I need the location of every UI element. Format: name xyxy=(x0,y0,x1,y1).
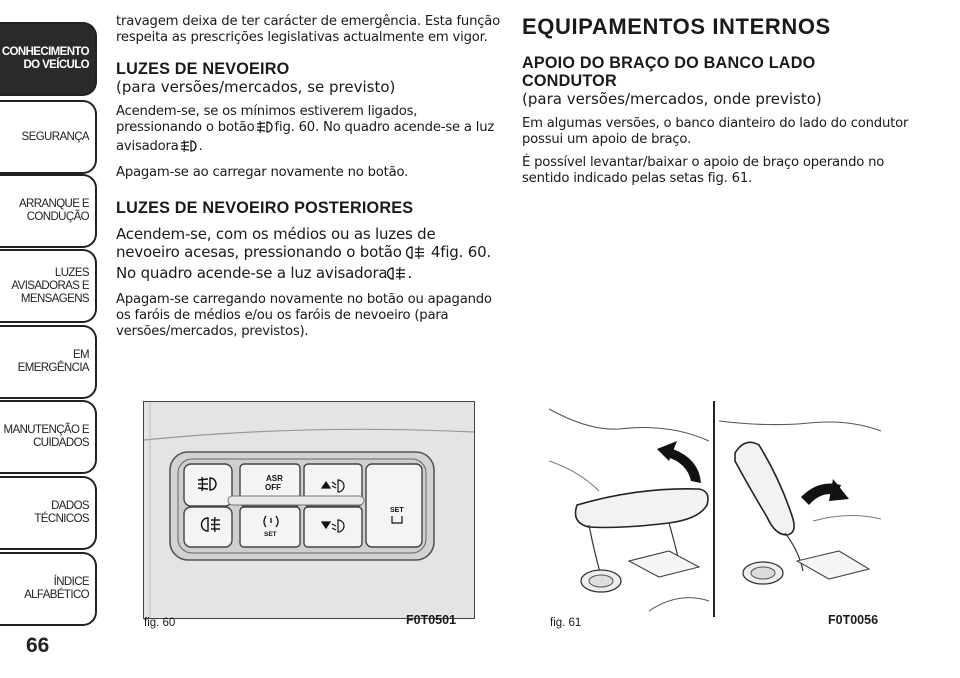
tab-seguranca[interactable] xyxy=(0,100,97,174)
fig61-caption: fig. 61 xyxy=(550,617,582,629)
armrest-heading: APOIO DO BRAÇO DO BANCO LADO CONDUTOR xyxy=(522,54,816,90)
front-fog-icon xyxy=(255,120,275,139)
section-heading: EQUIPAMENTOS INTERNOS xyxy=(522,14,831,39)
off-label: OFF xyxy=(265,483,281,492)
fog-lights-paragraph xyxy=(116,104,501,158)
armrest-paragraph-2: É possível levantar/baixar o apoio de braço operando no sentido indicado pelas setas fig. 61. xyxy=(522,155,885,186)
rear-fog-off-paragraph: Apagam-se carregando novamente no botão ou apagando os faróis de médios e/ou os faróis de nevoeiro (para versões/mercados, previstos). xyxy=(116,292,492,339)
tab-label: LUZES AVISADORAS E MENSAGENS xyxy=(11,266,89,305)
asr-label: ASR xyxy=(266,474,283,483)
fig61-code: F0T0056 xyxy=(828,613,879,627)
tab-label: EM EMERGÊNCIA xyxy=(17,349,89,374)
rear-fog-warning-icon xyxy=(387,266,407,285)
set-button-label: SET xyxy=(390,507,404,514)
fig60-code: F0T0501 xyxy=(406,613,457,627)
page-number: 66 xyxy=(26,634,50,657)
text-span: Acendem-se, se os mínimos estiverem ligados, pressionando o botão xyxy=(116,104,418,135)
armrest-paragraph-1: Em algumas versões, o banco dianteiro do lado do condutor possui um apoio de braço. xyxy=(522,116,909,147)
armrest-illustration xyxy=(549,401,881,617)
tab-dados-tecnicos[interactable] xyxy=(0,476,97,550)
switch-panel-illustration xyxy=(144,402,474,618)
rear-fog-icon xyxy=(406,245,426,264)
left-column xyxy=(116,14,501,347)
fog-lights-off-paragraph: Apagam-se ao carregar novamente no botão. xyxy=(116,165,409,180)
text-span: . xyxy=(198,139,203,154)
tab-emergencia[interactable] xyxy=(0,325,97,399)
tab-label: MANUTENÇÃO E CUIDADOS xyxy=(3,424,89,449)
text-span: fig. 60. No quadro acende-se a luz avisadora xyxy=(116,120,495,154)
text-span: Acendem-se, com os médios ou as luzes de nevoeiro acesas, pressionando o botão xyxy=(116,225,436,261)
intro-paragraph: travagem deixa de ter carácter de emergência. Esta função respeita as prescrições legislativas actualmente em vigor. xyxy=(116,14,501,45)
tab-manutencao[interactable] xyxy=(0,400,97,474)
fig60-switch-panel xyxy=(143,401,475,619)
fog-lights-heading: LUZES DE NEVOEIRO xyxy=(116,60,290,78)
tab-label: ARRANQUE E CONDUÇÃO xyxy=(18,198,89,223)
tab-indice[interactable] xyxy=(0,552,97,626)
rear-fog-paragraph xyxy=(116,225,501,285)
text-span: 4fig. 60. No quadro acende-se a luz avisadora xyxy=(116,243,491,282)
right-column xyxy=(522,14,912,194)
tab-arranque[interactable] xyxy=(0,174,97,248)
fog-lights-subheading: (para versões/mercados, se previsto) xyxy=(116,78,396,96)
tab-label: CONHECIMENTO DO VEÍCULO xyxy=(1,46,89,71)
armrest-subheading: (para versões/mercados, onde previsto) xyxy=(522,90,822,108)
rear-fog-heading: LUZES DE NEVOEIRO POSTERIORES xyxy=(116,199,414,217)
fig61-armrest xyxy=(549,401,881,617)
tab-label: DADOS TÉCNICOS xyxy=(34,500,89,525)
tab-luzes-avisadoras[interactable] xyxy=(0,249,97,323)
set-label: SET xyxy=(264,531,277,538)
fig60-caption: fig. 60 xyxy=(144,617,176,629)
tab-conhecimento[interactable] xyxy=(0,22,97,96)
tab-label: SEGURANÇA xyxy=(21,130,89,143)
text-span: . xyxy=(407,264,412,282)
front-fog-warning-icon xyxy=(179,139,199,158)
tab-label: ÍNDICE ALFABÉTICO xyxy=(24,576,89,601)
